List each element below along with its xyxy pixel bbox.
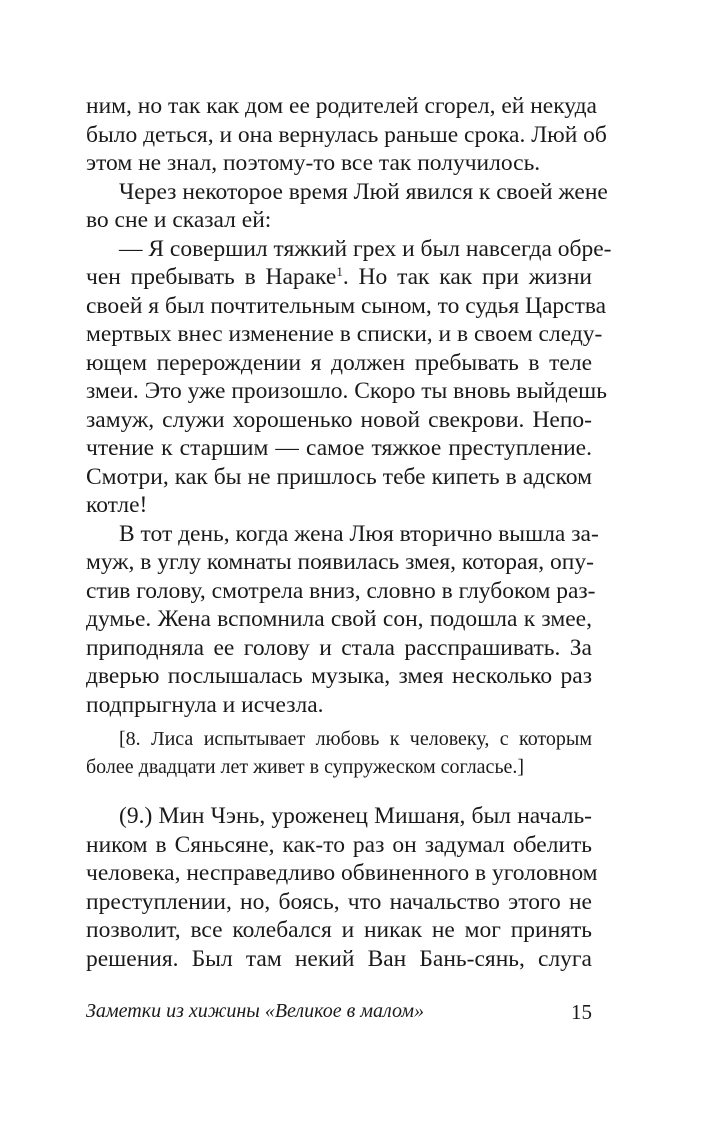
text-line: змеи. Это уже произошло. Скоро ты вновь выйдешь <box>86 378 607 404</box>
note-line: более двадцати лет живет в супружеском согласье.] <box>86 756 525 778</box>
text-line: (9.) Мин Чэнь, уроженец Мишаня, был началь- <box>119 803 592 829</box>
text-line: дверью послышалась музыка, змея несколько раз <box>86 663 592 689</box>
text-line: ющем перерождении я должен пребывать в теле <box>86 349 592 376</box>
page-number: 15 <box>571 1000 592 1024</box>
text-line: Через некоторое время Люй явился к своей жене <box>119 178 608 205</box>
text-line: замуж, служи хорошенько новой свекрови. Непо- <box>86 406 592 433</box>
text-line: человека, несправедливо обвиненного в уголовном <box>86 860 598 886</box>
text-line: преступлении, но, боясь, что начальство этого не <box>86 888 592 915</box>
text-line: позволит, все колебался и никак не мог принять <box>86 917 592 943</box>
text-line: приподняла ее голову и стала расспрашивать. За <box>86 634 592 661</box>
text-line: подпрыгнула и исчезла. <box>86 691 324 718</box>
text-line: думье. Жена вспомнила свой сон, подошла к змее, <box>86 606 592 632</box>
text-line: мертвых внес изменение в списки, и в своем следу- <box>86 321 603 347</box>
text-line: муж, в углу комнаты появилась змея, которая, опу- <box>86 549 594 575</box>
text-line: чтение к старшим — самое тяжкое преступление. <box>86 435 592 461</box>
text-line: стив голову, смотрела вниз, словно в глубоком раз- <box>86 577 596 604</box>
text-line: было деться, и она вернулась раньше срока. Люй об <box>86 121 607 148</box>
text-line: котле! <box>86 492 148 518</box>
running-footer-book-title: Заметки из хижины «Великое в малом» <box>86 1000 425 1022</box>
footnote-marker: 1 <box>336 264 343 279</box>
text-line: В тот день, когда жена Люя вторично вышла за- <box>119 520 599 547</box>
text-line: решения. Был там некий Ван Бань-сянь, слуга <box>86 945 592 972</box>
note-line: [8. Лиса испытывает любовь к человеку, с которым <box>119 728 592 750</box>
text-line: ником в Сяньсяне, как-то раз он задумал обелить <box>86 831 592 858</box>
text-fragment: . Но так как при жизни <box>342 264 592 290</box>
next-story-text <box>86 802 598 973</box>
story-text <box>86 92 612 719</box>
chapter-summary-note <box>86 725 592 781</box>
text-line: Смотри, как бы не пришлось тебе кипеть в адском <box>86 463 592 490</box>
text-line-with-footnote <box>86 263 592 292</box>
text-line: своей я был почтительным сыном, то судья Царства <box>86 292 607 319</box>
text-fragment: чен пребывать в Нараке <box>86 264 337 290</box>
text-line: — Я совершил тяжкий грех и был навсегда обре- <box>119 235 612 262</box>
text-line: этом не знал, поэтому-то все так получилось. <box>86 150 541 176</box>
text-line: ним, но так как дом ее родителей сгорел, ей некуда <box>86 93 597 119</box>
text-line: во сне и сказал ей: <box>86 207 272 233</box>
